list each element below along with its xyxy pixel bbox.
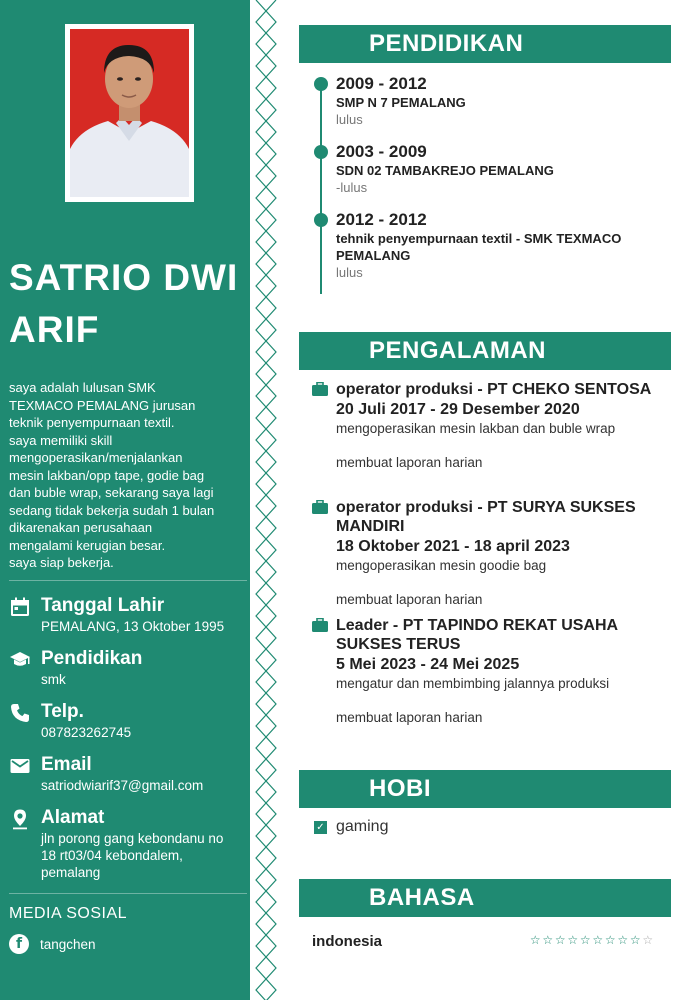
education-timeline [320, 80, 322, 294]
rating-star-icon: ☆ [567, 933, 579, 947]
rating-star-icon: ☆ [542, 933, 554, 947]
sidebar-divider [9, 580, 247, 581]
birth-label: Tanggal Lahir [41, 595, 165, 616]
checkbox-icon: ✓ [314, 821, 327, 834]
section-header-experience: PENGALAMAN [299, 332, 671, 370]
job-task: mengoperasikan mesin goodie bag [336, 558, 547, 573]
experience-item [336, 616, 666, 726]
phone-icon [9, 702, 31, 724]
education-year: 2003 - 2009 [336, 142, 427, 161]
hobby-label: gaming [336, 818, 389, 835]
birth-value: PEMALANG, 13 Oktober 1995 [41, 619, 225, 634]
info-email[interactable] [9, 753, 249, 794]
rating-star-icon: ☆ [629, 933, 641, 947]
calendar-icon [9, 596, 31, 618]
timeline-dot [314, 145, 328, 159]
experience-item [336, 380, 666, 471]
rating-star-icon: ☆ [604, 933, 616, 947]
hobby-item [314, 818, 388, 836]
briefcase-icon [312, 382, 328, 396]
section-header-hobby: HOBI [299, 770, 671, 808]
education-school: SMP N 7 PEMALANG [336, 95, 466, 110]
education-note: lulus [336, 265, 363, 280]
education-school: SDN 02 TAMBAKREJO PEMALANG [336, 163, 554, 178]
job-period: 20 Juli 2017 - 29 Desember 2020 [336, 401, 580, 418]
section-header-language: BAHASA [299, 879, 671, 917]
job-title: operator produksi - PT CHEKO SENTOSA [336, 381, 652, 398]
sidebar [0, 0, 250, 1000]
phone-value[interactable]: 087823262745 [41, 725, 132, 740]
rating-star-icon: ☆ [642, 933, 654, 947]
location-pin-icon [9, 808, 31, 830]
rating-star-icon: ☆ [617, 933, 629, 947]
timeline-dot [314, 77, 328, 91]
job-title: operator produksi - PT SURYA SUKSES MANDIRI [336, 499, 636, 535]
profile-photo-frame [65, 24, 194, 202]
language-rating [529, 932, 654, 948]
education-item [336, 74, 666, 128]
job-task: mengatur dan membimbing jalannya produksi [336, 676, 610, 691]
facebook-username[interactable]: tangchen [40, 936, 96, 952]
facebook-icon: f [9, 934, 29, 954]
rating-star-icon: ☆ [592, 933, 604, 947]
social-media-title: MEDIA SOSIAL [9, 905, 128, 922]
job-task: membuat laporan harian [336, 592, 483, 607]
education-school: tehnik penyempurnaan textil - SMK TEXMACO PEMALANG [336, 231, 622, 263]
job-task: mengoperasikan mesin lakban dan buble wrap [336, 421, 616, 436]
rating-star-icon: ☆ [554, 933, 566, 947]
education-label: Pendidikan [41, 648, 143, 669]
social-facebook[interactable] [9, 934, 96, 954]
address-value: jln porong gang kebondanu no 18 rt03/04 kebondalem, pemalang [41, 831, 224, 880]
section-header-education: PENDIDIKAN [299, 25, 671, 63]
education-note: -lulus [336, 180, 368, 195]
graduation-cap-icon [9, 649, 31, 671]
experience-item [336, 498, 666, 608]
education-value: smk [41, 672, 66, 687]
education-item [336, 210, 666, 281]
language-name: indonesia [312, 933, 383, 950]
job-period: 18 Oktober 2021 - 18 april 2023 [336, 538, 570, 555]
profile-photo [70, 29, 189, 197]
job-period: 5 Mei 2023 - 24 Mei 2025 [336, 656, 520, 673]
info-phone[interactable] [9, 700, 249, 741]
address-label: Alamat [41, 807, 105, 828]
education-year: 2012 - 2012 [336, 210, 427, 229]
email-label: Email [41, 754, 92, 775]
phone-label: Telp. [41, 701, 84, 722]
briefcase-icon [312, 500, 328, 514]
job-task: membuat laporan harian [336, 455, 483, 470]
education-note: lulus [336, 112, 363, 127]
diamond-border [250, 0, 282, 1000]
education-year: 2009 - 2012 [336, 74, 427, 93]
about-text: saya adalah lulusan SMK TEXMACO PEMALANG jurusan teknik penyempurnaan textil. saya memiliki skill mengoperasikan/menjalankan mesin lakban/opp tape, godie bag dan buble wrap, sekarang saya lagi sedang tidak bekerja sudah 1 bulan dikarenakan perusahaan mengalami kerugian besar. saya siap bekerja. [9, 380, 215, 570]
briefcase-icon [312, 618, 328, 632]
job-task: membuat laporan harian [336, 710, 483, 725]
sidebar-divider [9, 893, 247, 894]
job-title: Leader - PT TAPINDO REKAT USAHA SUKSES TERUS [336, 617, 618, 653]
education-item [336, 142, 666, 196]
info-address [9, 806, 249, 881]
timeline-dot [314, 213, 328, 227]
mail-icon [9, 755, 31, 777]
rating-star-icon: ☆ [579, 933, 591, 947]
email-value[interactable]: satriodwiarif37@gmail.com [41, 778, 204, 793]
rating-star-icon: ☆ [529, 933, 541, 947]
full-name: SATRIO DWI ARIF [9, 257, 239, 350]
info-birth [9, 594, 249, 635]
info-education [9, 647, 249, 688]
